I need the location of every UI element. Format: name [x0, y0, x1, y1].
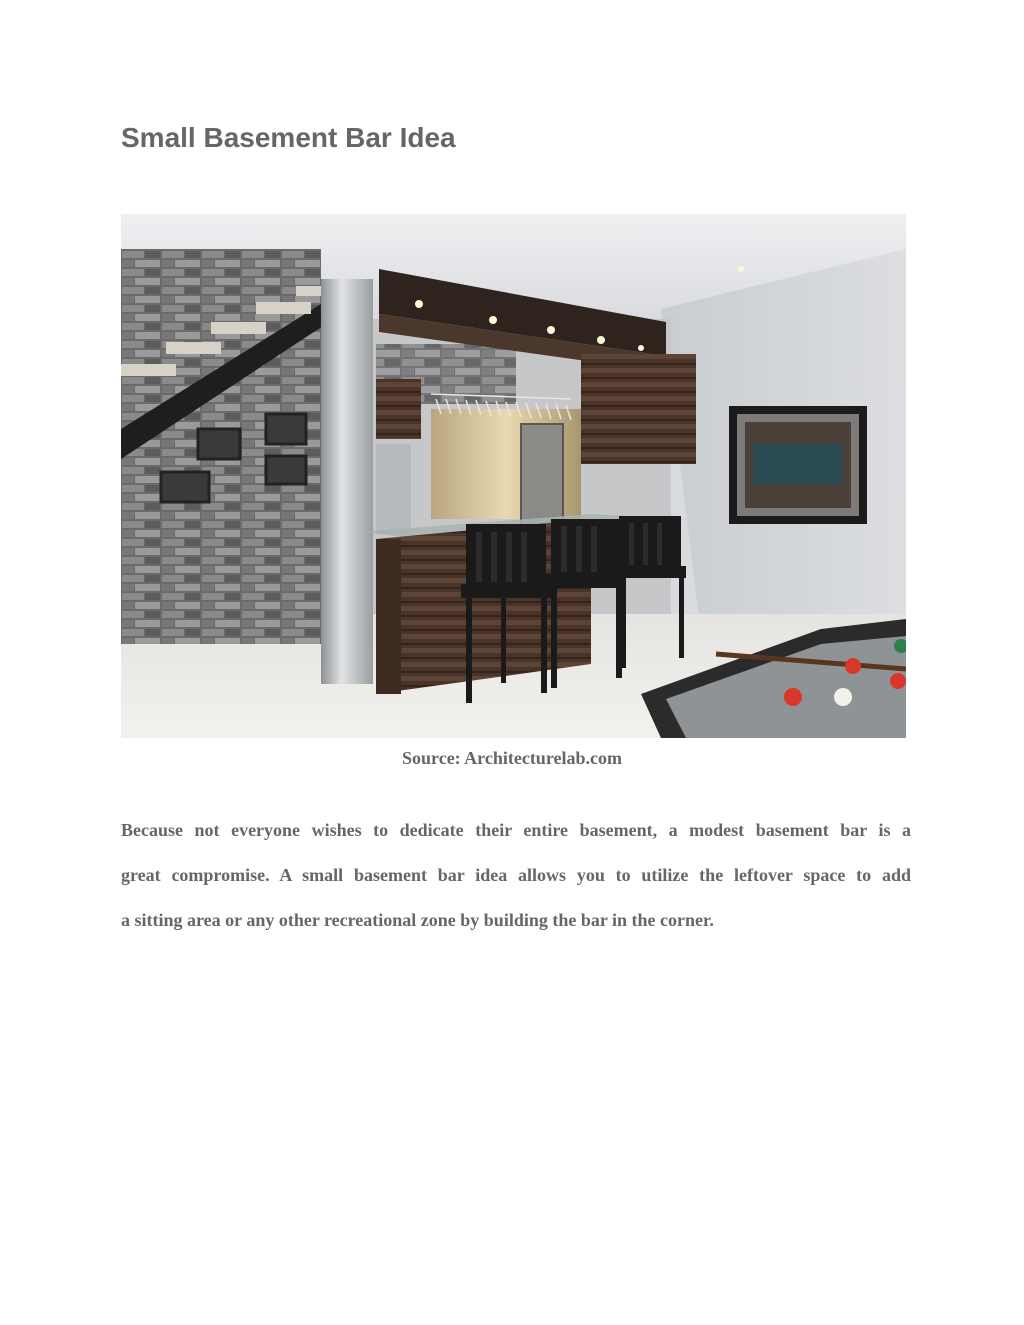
paragraph-line: great compromise. A small basement bar idea allows you to utilize the leftover space to add — [121, 865, 911, 885]
image-caption: Source: Architecturelab.com — [402, 748, 622, 768]
basement-bar-illustration — [121, 214, 906, 738]
paragraph-line: Because not everyone wishes to dedicate their entire basement, a modest basement bar is a — [121, 820, 911, 840]
paragraph-line: a sitting area or any other recreational zone by building the bar in the corner. — [121, 910, 714, 930]
basement-bar-photo — [121, 214, 906, 738]
page-title: Small Basement Bar Idea — [121, 122, 456, 153]
body-paragraph — [121, 808, 911, 943]
